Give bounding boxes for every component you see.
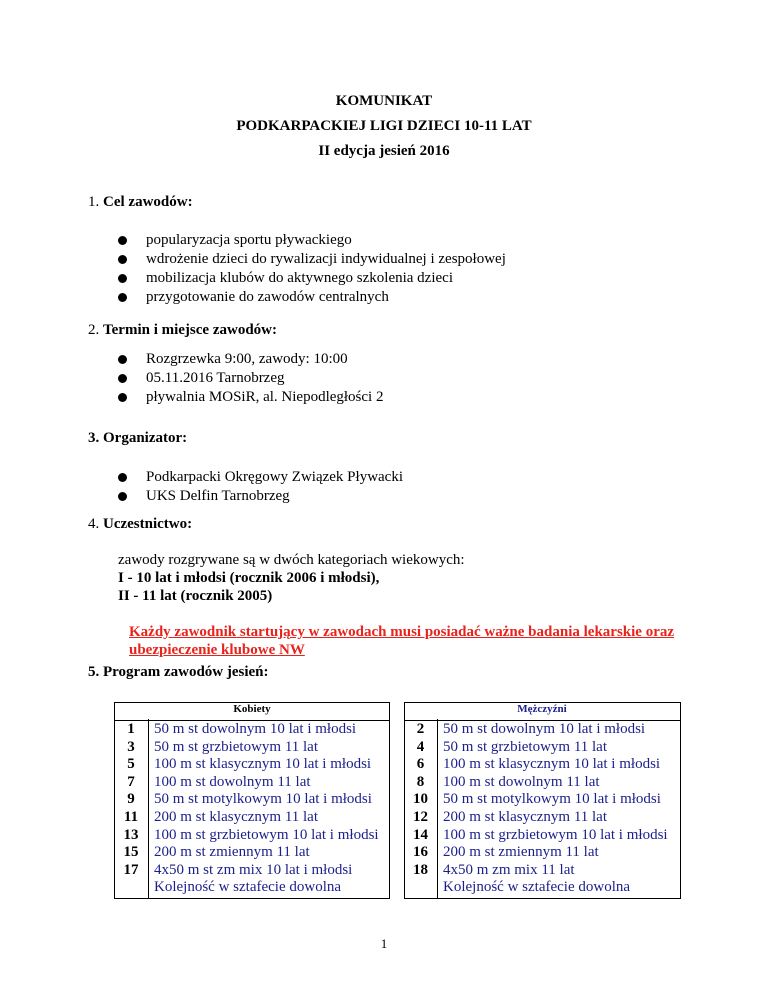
event-number: 16 bbox=[413, 844, 428, 861]
section-2-title: Termin i miejsce zawodów: bbox=[103, 322, 277, 338]
section-3-heading: 3. Organizator: bbox=[88, 430, 188, 446]
bullet-icon bbox=[118, 236, 127, 245]
event-number: 2 bbox=[416, 721, 425, 737]
men-column-header: Mężczyźni bbox=[404, 702, 680, 721]
event-number: 3 bbox=[127, 738, 135, 755]
event-number: 18 bbox=[413, 861, 428, 878]
event-name: 100 m st dowolnym 11 lat bbox=[154, 773, 311, 790]
bullet-icon bbox=[118, 355, 127, 364]
section-1-title: Cel zawodów: bbox=[103, 194, 193, 210]
event-name: 50 m st dowolnym 10 lat i młodsi bbox=[443, 721, 646, 737]
section-2-number: 2. bbox=[88, 322, 100, 338]
event-number: 1 bbox=[127, 721, 135, 737]
table-row bbox=[0, 827, 768, 844]
bullet-icon bbox=[118, 255, 127, 264]
event-name: 4x50 m st zm mix 10 lat i młodsi bbox=[154, 861, 353, 878]
event-name: 50 m st motylkowym 10 lat i młodsi bbox=[154, 791, 372, 808]
table-row bbox=[0, 879, 768, 896]
section-5-heading: 5. Program zawodów jesień: bbox=[88, 664, 269, 680]
event-name: 4x50 m zm mix 11 lat bbox=[443, 861, 575, 878]
event-name: 100 m st klasycznym 10 lat i młodsi bbox=[154, 756, 372, 773]
event-name: 50 m st grzbietowym 11 lat bbox=[154, 738, 319, 755]
event-name: 200 m st zmiennym 11 lat bbox=[443, 844, 599, 861]
event-name: 200 m st klasycznym 11 lat bbox=[154, 809, 319, 825]
section-1-heading bbox=[88, 194, 193, 211]
list-item-text: 05.11.2016 Tarnobrzeg bbox=[146, 370, 285, 386]
categories-intro: zawody rozgrywane są w dwóch kategoriach wiekowych: bbox=[118, 552, 465, 568]
bullet-icon bbox=[118, 473, 127, 482]
section-4-number: 4. bbox=[88, 516, 100, 532]
table-row bbox=[0, 791, 768, 808]
event-number: 7 bbox=[127, 773, 135, 790]
document-subtitle: PODKARPACKIEJ LIGI DZIECI 10-11 LAT bbox=[236, 118, 532, 134]
event-number: 5 bbox=[127, 756, 135, 773]
event-number: 14 bbox=[413, 826, 428, 843]
bullet-icon bbox=[118, 492, 127, 501]
event-name: 100 m st grzbietowym 10 lat i młodsi bbox=[443, 826, 668, 843]
event-name: Kolejność w sztafecie dowolna bbox=[154, 879, 342, 896]
event-name: 200 m st zmiennym 11 lat bbox=[154, 844, 310, 861]
event-name: 50 m st motylkowym 10 lat i młodsi bbox=[443, 791, 661, 808]
document-edition: II edycja jesień 2016 bbox=[318, 143, 450, 159]
section-1-number: 1. bbox=[88, 194, 100, 210]
event-number: 17 bbox=[123, 861, 139, 878]
event-number: 10 bbox=[413, 791, 428, 808]
list-item-text: pływalnia MOSiR, al. Niepodległości 2 bbox=[146, 389, 384, 405]
event-name: 50 m st grzbietowym 11 lat bbox=[443, 738, 608, 755]
event-name: 100 m st dowolnym 11 lat bbox=[443, 773, 600, 790]
bullet-icon bbox=[118, 393, 127, 402]
section-2-heading bbox=[88, 322, 277, 339]
page-number: 1 bbox=[380, 936, 388, 951]
event-number: 8 bbox=[416, 773, 425, 790]
category-2: II - 11 lat (rocznik 2005) bbox=[118, 588, 273, 604]
table-row bbox=[0, 739, 768, 756]
table-row bbox=[0, 774, 768, 791]
event-number: 15 bbox=[123, 844, 139, 861]
table-row bbox=[0, 844, 768, 861]
bullet-icon bbox=[118, 274, 127, 283]
list-item-text: UKS Delfin Tarnobrzeg bbox=[146, 488, 290, 504]
bullet-icon bbox=[118, 374, 127, 383]
bullet-icon bbox=[118, 293, 127, 302]
event-number: 4 bbox=[416, 738, 425, 755]
women-column-header: Kobiety bbox=[114, 702, 390, 721]
table-row bbox=[0, 809, 768, 826]
section-4-heading bbox=[88, 516, 192, 533]
list-item-text: Rozgrzewka 9:00, zawody: 10:00 bbox=[146, 351, 348, 367]
event-number: 12 bbox=[413, 809, 428, 825]
event-name: 100 m st klasycznym 10 lat i młodsi bbox=[443, 756, 661, 773]
event-name: 100 m st grzbietowym 10 lat i młodsi bbox=[154, 826, 379, 843]
document-title: KOMUNIKAT bbox=[335, 93, 433, 109]
table-row bbox=[0, 862, 768, 879]
event-name: 50 m st dowolnym 10 lat i młodsi bbox=[154, 721, 357, 737]
list-item-text: wdrożenie dzieci do rywalizacji indywidualnej i zespołowej bbox=[146, 251, 506, 267]
event-number: 9 bbox=[127, 791, 135, 808]
medical-warning-line-2: ubezpieczenie klubowe NW bbox=[129, 642, 305, 658]
table-row bbox=[0, 721, 768, 738]
section-4-title: Uczestnictwo: bbox=[103, 516, 193, 532]
list-item-text: Podkarpacki Okręgowy Związek Pływacki bbox=[146, 469, 404, 485]
table-row bbox=[0, 756, 768, 773]
event-name: 200 m st klasycznym 11 lat bbox=[443, 809, 608, 825]
list-item-text: popularyzacja sportu pływackiego bbox=[146, 232, 352, 248]
medical-warning-line-1: Każdy zawodnik startujący w zawodach musi posiadać ważne badania lekarskie oraz bbox=[129, 624, 675, 640]
event-number: 13 bbox=[123, 826, 139, 843]
category-1: I - 10 lat i młodsi (rocznik 2006 i młodsi), bbox=[118, 570, 380, 586]
list-item-text: mobilizacja klubów do aktywnego szkolenia dzieci bbox=[146, 270, 453, 286]
event-number: 6 bbox=[416, 756, 425, 773]
list-item-text: przygotowanie do zawodów centralnych bbox=[146, 289, 389, 305]
event-number: 11 bbox=[123, 809, 139, 825]
event-name: Kolejność w sztafecie dowolna bbox=[443, 879, 631, 896]
